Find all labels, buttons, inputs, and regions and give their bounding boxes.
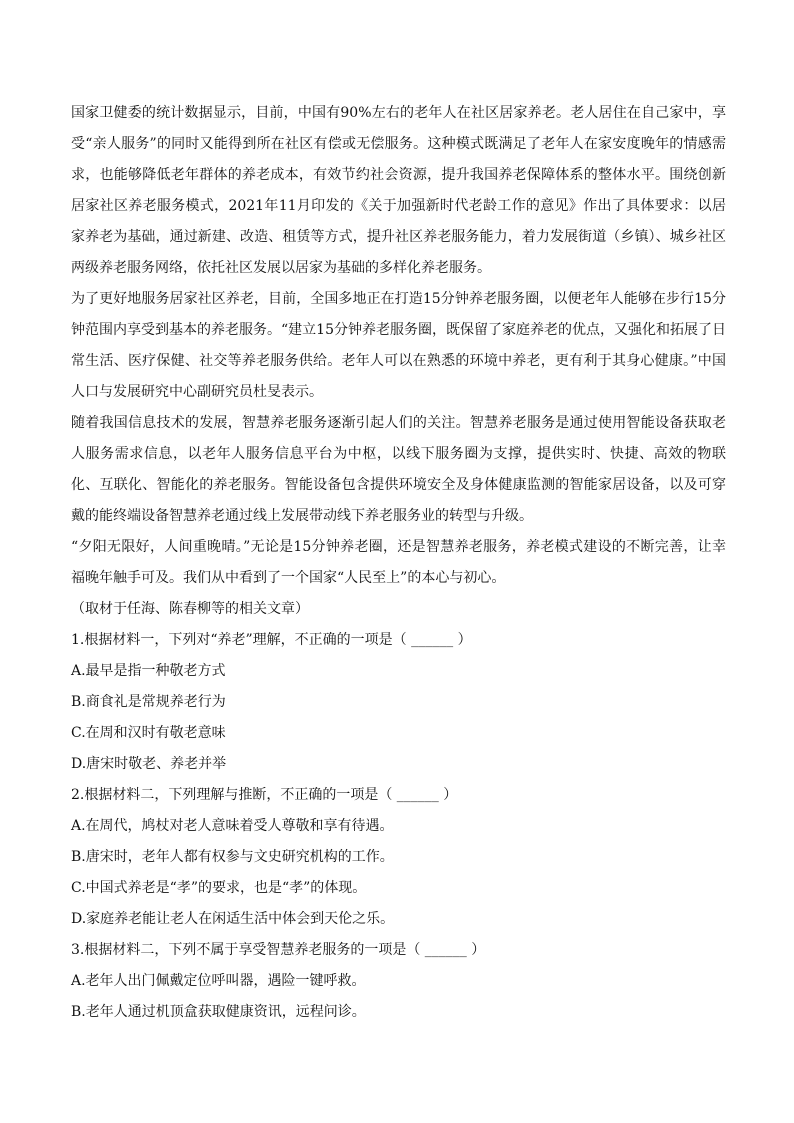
paragraph-15-minute-service-circle: 为了更好地服务居家社区养老，目前，全国多地正在打造15分钟养老服务圈，以便老年人能够在步行15分钟范围内享受到基本的养老服务。“建立15分钟养老服务圈，既保留了家庭养老的优点，又强化和拓展了日常生活、医疗保健、社交等养老服务供给。老年人可以在熟悉的环境中养老，更有利于其身心健康。”中国人口与发展研究中心副研究员杜旻表示。 <box>71 291 726 400</box>
question-2 <box>71 780 726 935</box>
paragraph-smart-elderly-care: 随着我国信息技术的发展，智慧养老服务逐渐引起人们的关注。智慧养老服务是通过使用智能设备获取老人服务需求信息，以老年人服务信息平台为中枢，以线下服务圈为支撑，提供实时、快捷、高效的物联化、互联化、智能化的养老服务。智能设备包含提供环境安全及身体健康监测的智能家居设备，以及可穿戴的能终端设备智慧养老通过线上发展带动线下养老服务业的转型与升级。 <box>71 415 726 524</box>
question-stem: 1.根据材料一，下列对“养老”理解，不正确的一项是（ ______ ） <box>71 632 472 648</box>
question-option: D.家庭养老能让老人在闲适生活中体会到天伦之乐。 <box>71 911 395 927</box>
source-note: （取材于任海、陈春柳等的相关文章） <box>71 601 309 617</box>
question-option: B.商食礼是常规养老行为 <box>71 694 226 710</box>
question-option: C.中国式养老是“孝”的要求，也是“孝”的体现。 <box>71 880 367 896</box>
question-stem: 2.根据材料二，下列理解与推断，不正确的一项是（ ______ ） <box>71 787 458 803</box>
question-option: B.老年人通过机顶盒获取健康资讯，远程问诊。 <box>71 1004 366 1020</box>
question-option: D.唐宋时敬老、养老并举 <box>71 756 227 772</box>
paragraph-conclusion: “夕阳无限好，人间重晚晴。”无论是15分钟养老圈，还是智慧养老服务，养老模式建设的不断完善，让幸福晚年触手可及。我们从中看到了一个国家“人民至上”的本心与初心。 <box>71 539 726 586</box>
question-stem: 3.根据材料二，下列不属于享受智慧养老服务的一项是（ ______ ） <box>71 942 486 958</box>
question-option: A.老年人出门佩戴定位呼叫器，遇险一键呼救。 <box>71 973 366 989</box>
question-3 <box>71 935 726 1028</box>
paragraph-elderly-community-care: 国家卫健委的统计数据显示，目前，中国有90%左右的老年人在社区居家养老。老人居住在自己家中，享受“亲人服务”的同时又能得到所在社区有偿或无偿服务。这种模式既满足了老年人在家安度晚年的情感需求，也能够降低老年群体的养老成本，有效节约社会资源，提升我国养老保障体系的整体水平。围绕创新居家社区养老服务模式，2021年11月印发的《关于加强新时代老龄工作的意见》作出了具体要求：以居家养老为基础，通过新建、改造、租赁等方式，提升社区养老服务能力，着力发展街道（乡镇）、城乡社区两级养老服务网络，依托社区发展以居家为基础的多样化养老服务。 <box>71 105 726 276</box>
question-option: B.唐宋时，老年人都有权参与文史研究机构的工作。 <box>71 849 394 865</box>
question-option: C.在周和汉时有敬老意味 <box>71 725 226 741</box>
question-option: A.最早是指一种敬老方式 <box>71 663 226 679</box>
document-body <box>71 98 726 1028</box>
question-1 <box>71 625 726 780</box>
question-option: A.在周代，鸠杖对老人意味着受人尊敬和享有待遇。 <box>71 818 394 834</box>
